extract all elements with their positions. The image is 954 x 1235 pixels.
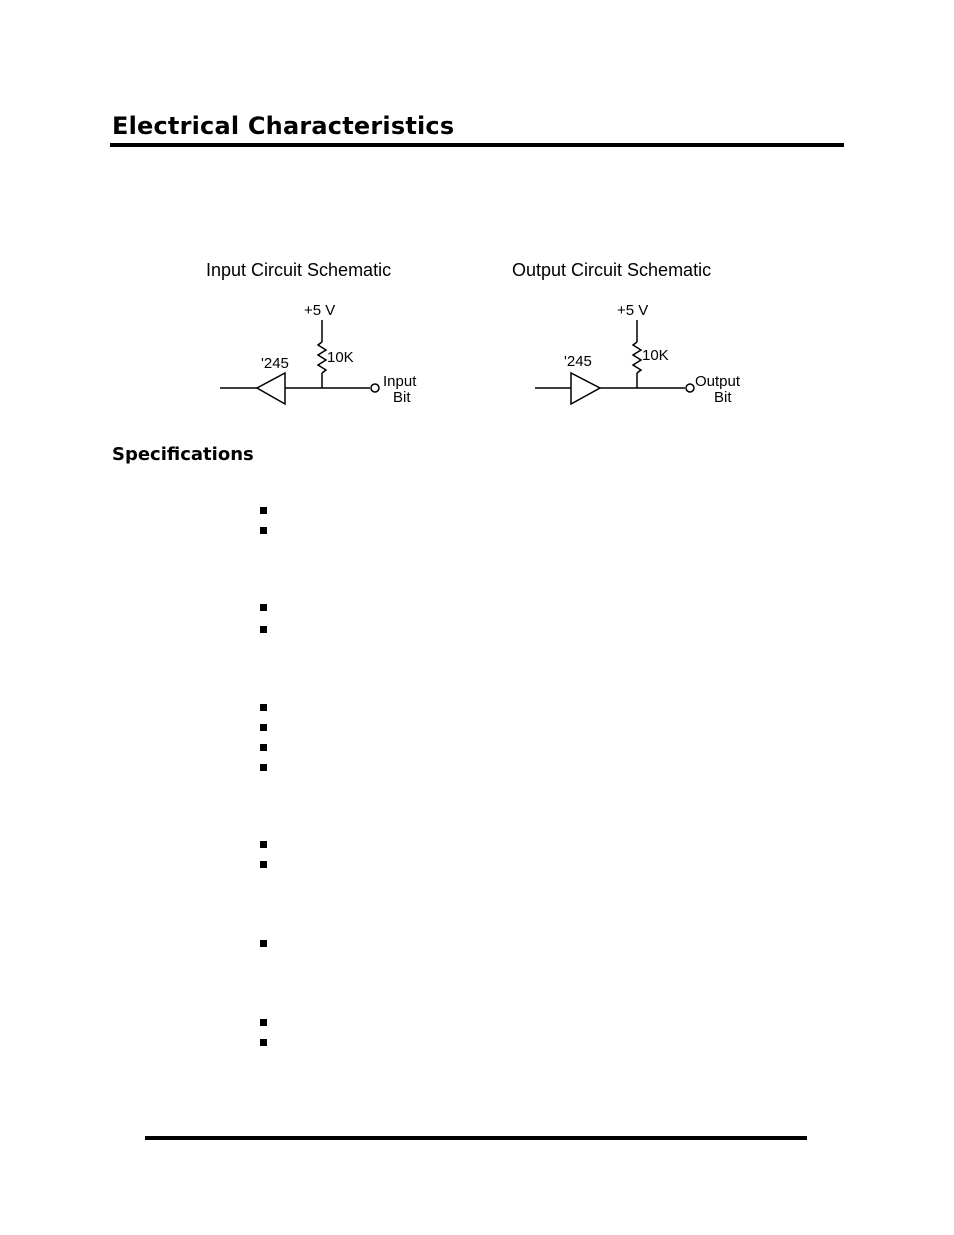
pin-terminal bbox=[686, 384, 694, 392]
buffer-label: '245 bbox=[564, 353, 592, 370]
buffer-triangle bbox=[571, 373, 600, 404]
buffer-label: '245 bbox=[261, 355, 289, 372]
buffer-triangle bbox=[257, 373, 285, 404]
page-title: Electrical Characteristics bbox=[112, 112, 455, 140]
resistor-symbol bbox=[318, 342, 326, 373]
output-schematic-title: Output Circuit Schematic bbox=[512, 260, 712, 280]
bullet-marker bbox=[260, 940, 267, 947]
supply-label: +5 V bbox=[617, 302, 649, 319]
pin-label-1: Input bbox=[383, 373, 417, 390]
bullet-marker bbox=[260, 604, 267, 611]
bullet-marker bbox=[260, 841, 267, 848]
pin-label-2: Bit bbox=[714, 389, 732, 406]
bullet-marker bbox=[260, 724, 267, 731]
input-circuit-schematic bbox=[205, 298, 465, 418]
bullet-marker bbox=[260, 626, 267, 633]
input-schematic-title: Input Circuit Schematic bbox=[206, 260, 392, 280]
footer-rule bbox=[145, 1136, 807, 1140]
pin-label-1: Output bbox=[695, 373, 741, 390]
bullet-marker bbox=[260, 744, 267, 751]
bullet-marker bbox=[260, 861, 267, 868]
resistor-label: 10K bbox=[642, 347, 669, 364]
bullet-marker bbox=[260, 507, 267, 514]
specifications-heading: Specifications bbox=[112, 444, 254, 465]
pin-terminal bbox=[371, 384, 379, 392]
bullet-marker bbox=[260, 1019, 267, 1026]
bullet-marker bbox=[260, 764, 267, 771]
bullet-marker bbox=[260, 1039, 267, 1046]
resistor-label: 10K bbox=[327, 349, 354, 366]
title-rule bbox=[110, 143, 844, 147]
supply-label: +5 V bbox=[304, 302, 336, 319]
bullet-marker bbox=[260, 704, 267, 711]
bullet-marker bbox=[260, 527, 267, 534]
resistor-symbol bbox=[633, 342, 641, 373]
output-circuit-schematic bbox=[520, 298, 780, 418]
pin-label-2: Bit bbox=[393, 389, 411, 406]
